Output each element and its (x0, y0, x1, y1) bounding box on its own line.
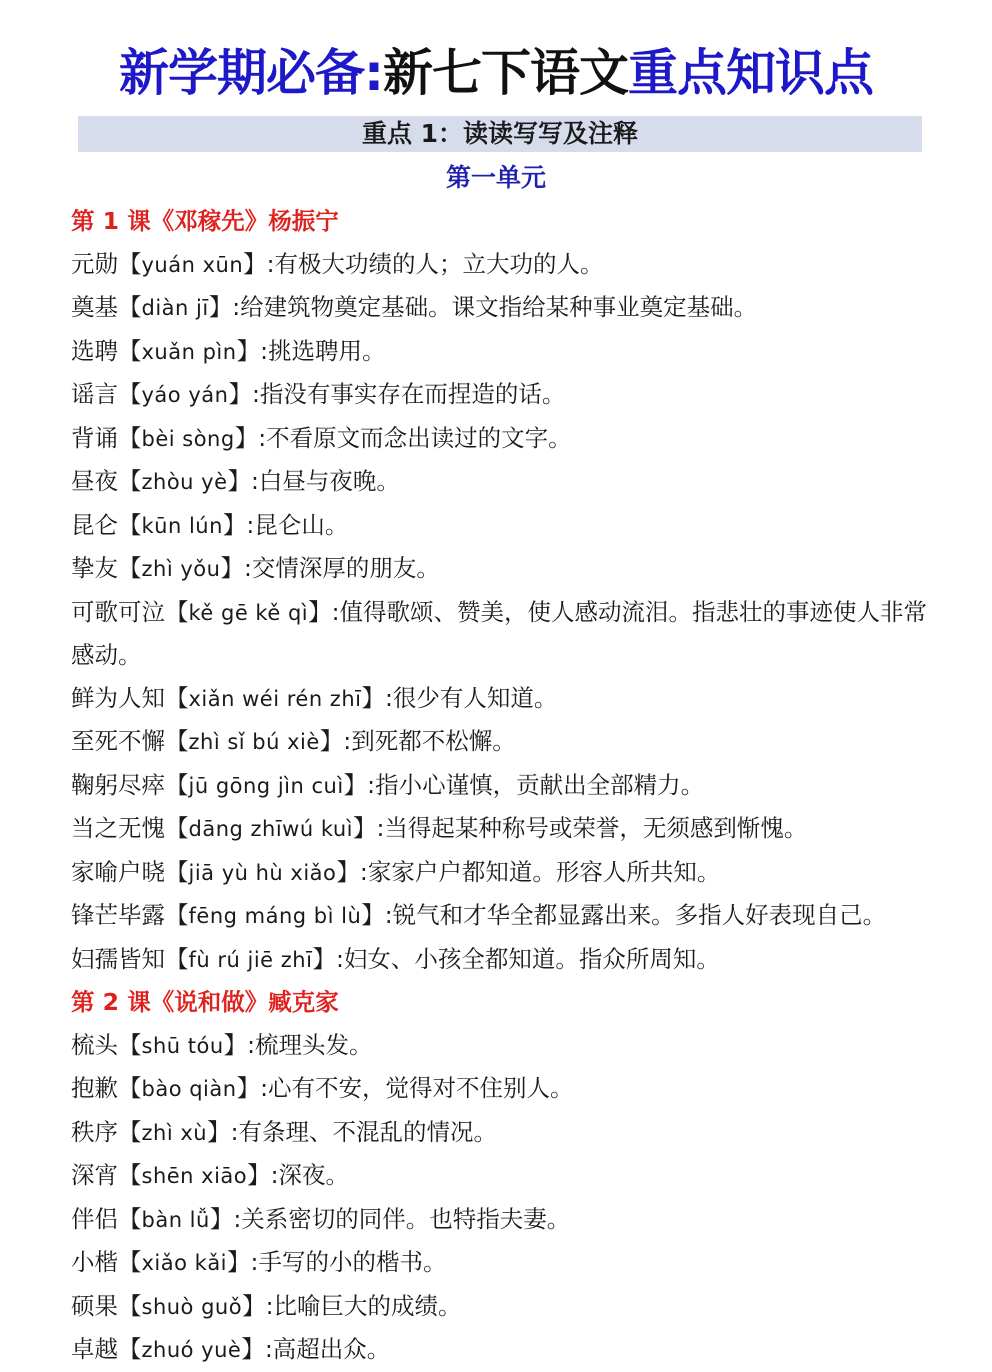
vocabulary-entry: 小楷【xiǎo kǎi】:手写的小的楷书。 (71, 1248, 447, 1276)
entry-pinyin: kūn lún (141, 513, 223, 538)
entry-word: 昼夜 (71, 467, 118, 495)
vocabulary-entry: 奠基【diàn jī】:给建筑物奠定基础。课文指给某种事业奠定基础。 (71, 293, 758, 321)
main-title (0, 38, 992, 108)
vocabulary-entry: 可歌可泣【kě gē kě qì】:值得歌颂、赞美，使人感动流泪。指悲壮的事迹使人非常感动。 (71, 597, 928, 669)
entry-pinyin: bèi sòng (141, 426, 235, 451)
entry-word: 昆仑 (71, 510, 118, 539)
entry-definition: :到死都不松懈。 (343, 727, 516, 755)
title-part-3: 重点知识点 (628, 44, 873, 102)
entry-definition: :家家户户都知道。形容人所共知。 (359, 857, 721, 886)
section-banner: 重点 1：读读写写及注释 (78, 116, 922, 152)
entry-definition: :给建筑物奠定基础。课文指给某种事业奠定基础。 (232, 293, 758, 321)
vocabulary-entry: 鞠躬尽瘁【jū gōng jìn cuì】:指小心谨慎，贡献出全部精力。 (71, 770, 705, 799)
entry-word: 元勋 (71, 249, 118, 278)
vocabulary-entry: 梳头【shū tóu】:梳理头发。 (71, 1030, 373, 1059)
vocabulary-entry: 硕果【shuò guǒ】:比喻巨大的成绩。 (71, 1291, 462, 1320)
entry-definition: :高超出众。 (264, 1335, 391, 1363)
vocabulary-entry: 元勋【yuán xūn】:有极大功绩的人；立大功的人。 (71, 249, 604, 278)
unit-title: 第一单元 (445, 163, 546, 192)
entry-definition: :深夜。 (270, 1161, 350, 1189)
entry-pinyin: yáo yán (141, 383, 229, 407)
entry-definition: :妇女、小孩全都知道。指众所周知。 (335, 944, 720, 973)
lesson-heading: 第 2 课《说和做》臧克家 (71, 988, 339, 1016)
entry-word: 至死不懈 (71, 727, 165, 755)
entry-pinyin: fēng máng bì lù (188, 904, 362, 928)
vocabulary-entry: 挚友【zhì yǒu】:交情深厚的朋友。 (71, 554, 440, 582)
entry-definition: :值得歌颂、赞美，使人感动流泪。指悲壮的事迹使人非常感动。 (71, 597, 928, 669)
vocabulary-entry: 伴侣【bàn lǚ】:关系密切的同伴。也特指夫妻。 (71, 1204, 571, 1233)
entry-pinyin: dāng zhīwú kuì (188, 817, 353, 841)
vocabulary-entry: 鲜为人知【xiǎn wéi rén zhī】:很少有人知道。 (71, 683, 558, 712)
entry-definition: :有条理、不混乱的情况。 (230, 1117, 498, 1146)
entry-word: 梳头 (71, 1030, 118, 1059)
lesson-heading: 第 1 课《邓稼先》杨振宁 (71, 207, 339, 235)
entry-definition: :指没有事实存在而捏造的话。 (251, 380, 566, 408)
entry-pinyin: bàn lǚ (141, 1207, 210, 1232)
entry-definition: :手写的小的楷书。 (250, 1248, 447, 1276)
vocabulary-list (71, 200, 931, 1372)
entry-definition: :很少有人知道。 (384, 683, 558, 712)
vocabulary-entry: 昆仑【kūn lún】:昆仑山。 (71, 510, 349, 539)
vocabulary-entry: 抱歉【bào qiàn】:心有不安，觉得对不住别人。 (71, 1074, 574, 1102)
entry-pinyin: yuán xūn (141, 252, 244, 277)
entry-pinyin: xuǎn pìn (141, 339, 237, 364)
entry-pinyin: jiā yù hù xiǎo (188, 860, 337, 885)
entry-pinyin: zhì xù (141, 1120, 208, 1145)
entry-word: 挚友 (71, 554, 118, 582)
entry-pinyin: kě gē kě qì (188, 600, 309, 625)
entry-definition: :挑选聘用。 (260, 336, 386, 365)
entry-pinyin: xiǎn wéi rén zhī (188, 686, 362, 711)
entry-pinyin: zhì sǐ bú xiè (188, 730, 320, 754)
entry-word: 选聘 (71, 336, 118, 365)
title-part-2: 新七下语文 (383, 44, 628, 102)
entry-definition: :交情深厚的朋友。 (243, 554, 440, 582)
entry-pinyin: jū gōng jìn cuì (188, 773, 344, 798)
entry-word: 硕果 (71, 1291, 118, 1320)
entry-word: 家喻户晓 (71, 857, 165, 886)
entry-word: 抱歉 (71, 1074, 118, 1102)
entry-word: 谣言 (71, 380, 118, 408)
entry-definition: :梳理头发。 (247, 1030, 373, 1059)
entry-definition: :当得起某种称号或荣誉，无须感到惭愧。 (376, 814, 808, 842)
vocabulary-entry: 谣言【yáo yán】:指没有事实存在而捏造的话。 (71, 380, 566, 408)
entry-word: 小楷 (71, 1248, 118, 1276)
vocabulary-entry: 妇孺皆知【fù rú jiē zhī】:妇女、小孩全都知道。指众所周知。 (71, 944, 720, 973)
entry-pinyin: shēn xiāo (141, 1164, 248, 1188)
entry-pinyin: fù rú jiē zhī (188, 947, 313, 972)
entry-pinyin: shuò guǒ (141, 1294, 243, 1319)
entry-definition: :锐气和才华全都显露出来。多指人好表现自己。 (384, 901, 887, 929)
vocabulary-entry: 深宵【shēn xiāo】:深夜。 (71, 1161, 350, 1189)
entry-pinyin: diàn jī (141, 296, 209, 320)
entry-word: 深宵 (71, 1161, 118, 1189)
vocabulary-entry: 昼夜【zhòu yè】:白昼与夜晚。 (71, 467, 400, 495)
vocabulary-entry: 卓越【zhuó yuè】:高超出众。 (71, 1335, 391, 1363)
entry-pinyin: zhòu yè (141, 470, 228, 494)
entry-pinyin: shū tóu (141, 1033, 224, 1058)
entry-word: 锋芒毕露 (71, 901, 165, 929)
entry-definition: :不看原文而念出读过的文字。 (258, 423, 572, 452)
entry-word: 秩序 (71, 1117, 118, 1146)
entry-word: 鲜为人知 (71, 683, 165, 712)
entry-word: 鞠躬尽瘁 (71, 770, 165, 799)
vocabulary-entry: 背诵【bèi sòng】:不看原文而念出读过的文字。 (71, 423, 572, 452)
entry-word: 可歌可泣 (71, 597, 165, 626)
entry-word: 背诵 (71, 423, 118, 452)
entry-pinyin: bào qiàn (141, 1077, 237, 1101)
entry-pinyin: zhì yǒu (141, 557, 221, 581)
entry-definition: :比喻巨大的成绩。 (265, 1291, 462, 1320)
entry-definition: :心有不安，觉得对不住别人。 (260, 1074, 574, 1102)
vocabulary-entry: 家喻户晓【jiā yù hù xiǎo】:家家户户都知道。形容人所共知。 (71, 857, 721, 886)
title-part-1: 新学期必备: (119, 44, 383, 102)
vocabulary-entry: 锋芒毕露【fēng máng bì lù】:锐气和才华全都显露出来。多指人好表现自己。 (71, 901, 887, 929)
vocabulary-entry: 选聘【xuǎn pìn】:挑选聘用。 (71, 336, 386, 365)
entry-word: 卓越 (71, 1335, 118, 1363)
entry-word: 伴侣 (71, 1204, 118, 1233)
entry-definition: :关系密切的同伴。也特指夫妻。 (233, 1204, 571, 1233)
entry-definition: :指小心谨慎，贡献出全部精力。 (367, 770, 705, 799)
entry-definition: :有极大功绩的人；立大功的人。 (266, 249, 604, 278)
vocabulary-entry: 秩序【zhì xù】:有条理、不混乱的情况。 (71, 1117, 498, 1146)
vocabulary-entry: 至死不懈【zhì sǐ bú xiè】:到死都不松懈。 (71, 727, 516, 755)
vocabulary-entry: 当之无愧【dāng zhīwú kuì】:当得起某种称号或荣誉，无须感到惭愧。 (71, 814, 808, 842)
entry-pinyin: xiǎo kǎi (141, 1251, 228, 1275)
entry-definition: :昆仑山。 (246, 510, 349, 539)
entry-word: 当之无愧 (71, 814, 165, 842)
entry-pinyin: zhuó yuè (141, 1338, 242, 1362)
entry-word: 妇孺皆知 (71, 944, 165, 973)
entry-word: 奠基 (71, 293, 118, 321)
entry-definition: :白昼与夜晚。 (251, 467, 400, 495)
